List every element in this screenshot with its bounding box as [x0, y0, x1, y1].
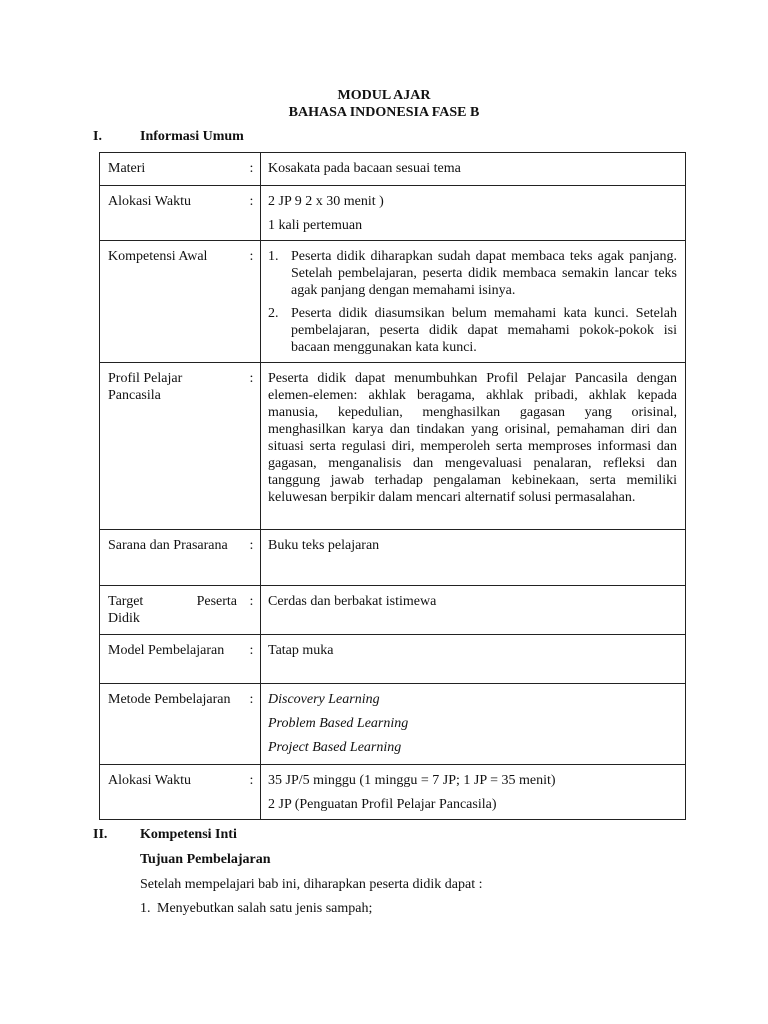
- row-label: Alokasi Waktu: [108, 194, 191, 209]
- row-label: Materi: [108, 161, 146, 176]
- section-2-subtitle: Tujuan Pembelajaran: [140, 852, 271, 867]
- table-row-profil-pelajar: [100, 363, 686, 530]
- row-separator: :: [249, 249, 254, 264]
- section-2-intro: Setelah mempelajari bab ini, diharapkan peserta didik dapat :: [140, 877, 483, 892]
- row-value: Discovery Learning: [268, 692, 380, 707]
- table-row-alokasi-waktu: [100, 186, 686, 241]
- table-row-sarana: [100, 530, 686, 586]
- table-row-model: [100, 635, 686, 684]
- row-value: 35 JP/5 minggu (1 minggu = 7 JP; 1 JP = 35 menit): [268, 773, 556, 788]
- objective-item: [140, 901, 372, 917]
- row-label: Sarana dan Prasarana: [108, 538, 228, 553]
- objective-item-text: Menyebutkan salah satu jenis sampah;: [157, 901, 373, 916]
- list-item-number: 2.: [268, 306, 279, 321]
- section-1-number: I.: [93, 129, 102, 144]
- row-separator: :: [249, 773, 254, 788]
- row-value: 2 JP (Penguatan Profil Pelajar Pancasila): [268, 797, 497, 812]
- row-value: 1 kali pertemuan: [268, 218, 363, 233]
- row-value: 2 JP 9 2 x 30 menit ): [268, 194, 384, 209]
- table-row-metode: [100, 684, 686, 765]
- row-separator: :: [249, 194, 254, 209]
- table-row-alokasi-waktu-2: [100, 765, 686, 820]
- row-label: Kompetensi Awal: [108, 249, 208, 264]
- section-2-number: II.: [93, 827, 108, 842]
- row-separator: :: [249, 538, 254, 553]
- list-item-text: Peserta didik diharapkan sudah dapat membaca teks agak panjang. Setelah pembelajaran, peserta didik membaca semakin lancar teks agak panjang dengan memahami isinya.: [291, 249, 677, 298]
- table-row-kompetensi-awal: [100, 241, 686, 363]
- list-item: [268, 248, 677, 299]
- row-label: Profil Pelajar Pancasila: [108, 371, 183, 403]
- section-1-title: Informasi Umum: [140, 129, 244, 144]
- row-value: Cerdas dan berbakat istimewa: [268, 594, 437, 609]
- row-value: Peserta didik dapat menumbuhkan Profil Pelajar Pancasila dengan elemen-elemen: akhlak beragama, akhlak pribadi, akhlak kepada manusia, kepedulian, menghasilkan gagasan yang orisinal, menghasilkan karya dan tindakan yang orisinal, pemahaman diri dan situasi serta regulasi diri, memperoleh serta memproses informasi dan gagasan, menganalisis dan mengevaluasi penalaran, refleksi dan tanggung jawab terhadap pengalaman kebinekaan, serta memiliki keluwesan berpikir dalam mencari alternatif solusi permasalahan.: [268, 371, 677, 505]
- row-value: Kosakata pada bacaan sesuai tema: [268, 161, 461, 176]
- section-2-title: Kompetensi Inti: [140, 827, 237, 842]
- kompetensi-list: [268, 248, 677, 356]
- row-value: Tatap muka: [268, 643, 334, 658]
- list-item-text: Peserta didik diasumsikan belum memahami kata kunci. Setelah pembelajaran, peserta didik dapat memahami pokok-pokok isi bacaan menggunakan kata kunci.: [291, 306, 677, 355]
- table-row-target: Target Peserta Didik : Cerdas dan berbakat istimewa: [100, 586, 686, 635]
- row-value: Buku teks pelajaran: [268, 538, 380, 553]
- document-subtitle: BAHASA INDONESIA FASE B: [288, 105, 480, 120]
- row-separator: :: [249, 371, 254, 386]
- row-label: Metode Pembelajaran: [108, 692, 231, 707]
- row-separator: :: [249, 594, 254, 609]
- list-item-number: 1.: [268, 249, 279, 264]
- row-separator: :: [249, 692, 254, 707]
- row-label: Alokasi Waktu: [108, 773, 191, 788]
- row-value: Project Based Learning: [268, 740, 402, 755]
- table-row-materi: [100, 153, 686, 186]
- general-info-table: [99, 152, 686, 820]
- list-item: [268, 305, 677, 356]
- row-separator: :: [249, 161, 254, 176]
- document-title: MODUL AJAR: [337, 88, 431, 103]
- row-label: Model Pembelajaran: [108, 643, 225, 658]
- objective-item-number: 1.: [140, 901, 151, 916]
- row-value: Problem Based Learning: [268, 716, 409, 731]
- row-separator: :: [249, 643, 254, 658]
- row-label: Target Peserta: [108, 594, 237, 609]
